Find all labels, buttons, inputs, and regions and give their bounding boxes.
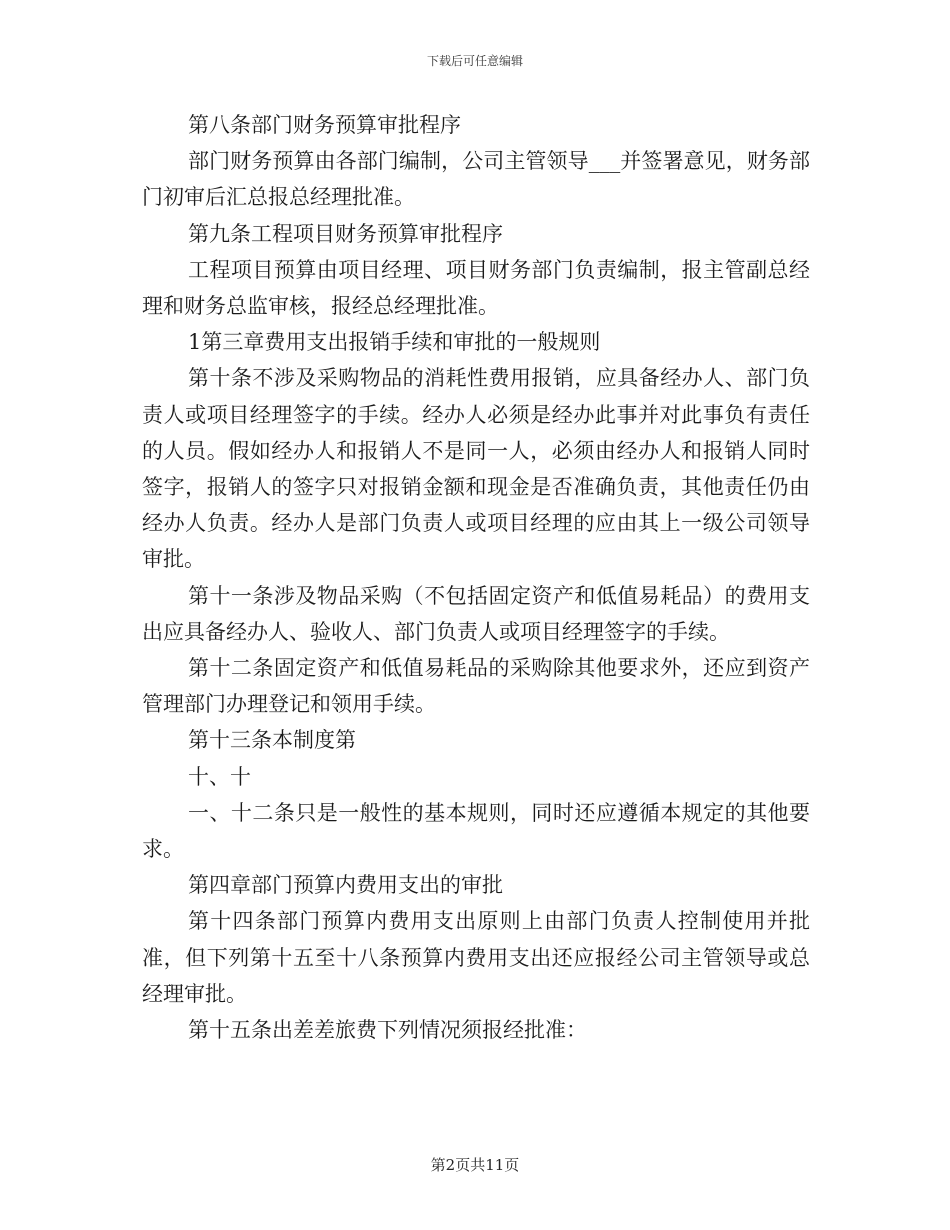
paragraph: 第十四条部门预算内费用支出原则上由部门负责人控制使用并批准，但下列第十五至十八条预算内费用支出还应报经公司主管领导或总经理审批。 xyxy=(142,909,810,1006)
paragraph: 一、十二条只是一般性的基本规则，同时还应遵循本规定的其他要求。 xyxy=(142,800,810,862)
document-body xyxy=(142,107,810,1048)
chapter-heading: 1第三章费用支出报销手续和审批的一般规则 xyxy=(188,330,601,355)
paragraph: 第十一条涉及物品采购（不包括固定资产和低值易耗品）的费用支出应具备经办人、验收人、部门负责人或项目经理签字的手续。 xyxy=(142,583,810,644)
chapter-heading: 第四章部门预算内费用支出的审批 xyxy=(188,873,503,898)
paragraph: 十、十 xyxy=(188,764,251,789)
paragraph: 第八条部门财务预算审批程序 xyxy=(188,113,461,137)
paragraph: 工程项目预算由项目经理、项目财务部门负责编制，报主管副总经理和财务总监审核，报经总经理批准。 xyxy=(142,257,810,319)
paragraph: 部门财务预算由各部门编制，公司主管领导___并签署意见，财务部门初审后汇总报总经理批准。 xyxy=(142,149,810,210)
page-number: 第2页共11页 xyxy=(430,1156,520,1174)
page-header: 下载后可任意编辑 xyxy=(426,54,523,68)
paragraph: 第十条不涉及采购物品的消耗性费用报销，应具备经办人、部门负责人或项目经理签字的手续。经办人必须是经办此事并对此事负有责任的人员。假如经办人和报销人不是同一人，必须由经办人和报销人同时签字，报销人的签字只对报销金额和现金是否准确负责，其他责任仍由经办人负责。经办人是部门负责人或项目经理的应由其上一级公司领导审批。 xyxy=(142,366,810,572)
paragraph: 第九条工程项目财务预算审批程序 xyxy=(188,221,503,246)
paragraph: 第十三条本制度第 xyxy=(188,728,356,753)
paragraph: 第十二条固定资产和低值易耗品的采购除其他要求外，还应到资产管理部门办理登记和领用手续。 xyxy=(142,656,810,717)
paragraph: 第十五条出差差旅费下列情况须报经批准： xyxy=(188,1018,587,1043)
